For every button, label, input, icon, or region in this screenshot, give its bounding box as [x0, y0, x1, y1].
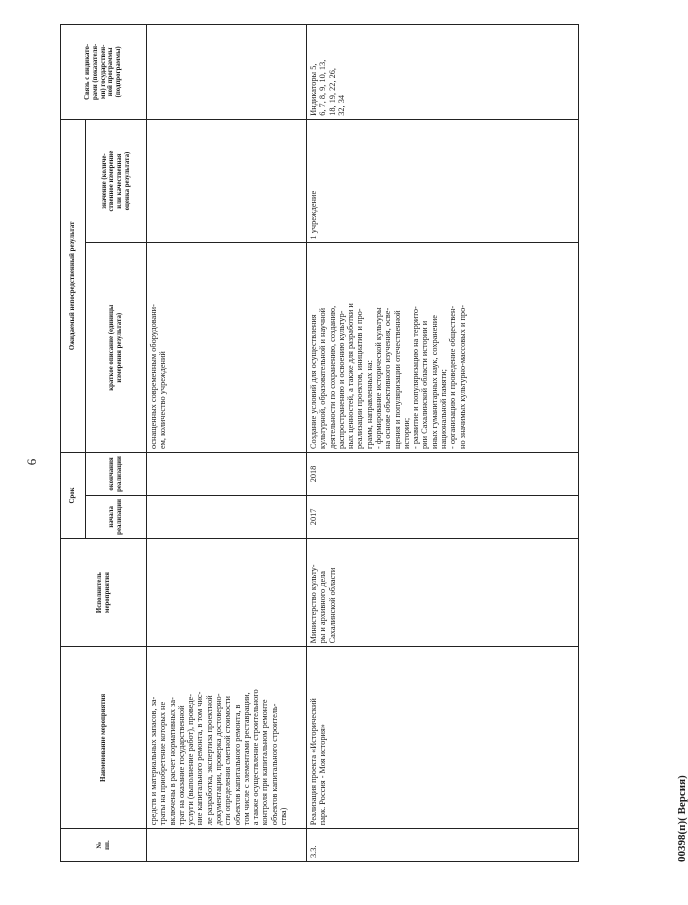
header-term-start: начала реализации — [86, 495, 147, 538]
cell-name: Реализация проекта «Исторический парк. Россия - Моя история» — [307, 647, 579, 829]
program-activities-table — [60, 24, 579, 862]
cell-start — [147, 495, 307, 538]
cell-executor — [147, 538, 307, 647]
table-row — [147, 25, 307, 862]
header-result-value: значение (количе- ственное измерение или качественная оценка результата) — [86, 119, 147, 243]
cell-description: Создание условий для осуществления культурной, образовательной и научной деятельности по сохранению, созданию, распространению и освоению культур- ных ценностей, а также для разработки и реализации проектов, инициатив и про- грамм, направленных на: - формирование исторической культуры на основе объективного изучения, осве- щения и популяризации отечественной истории; - развитие и популяризацию на террито- рии Сахалинской области истории и иных гуманитарных наук, сохранение национальной памяти; - организацию и проведение обществен- но значимых культурно-массовых и про- — [307, 243, 579, 453]
table-header-row — [61, 25, 86, 862]
table-row — [307, 25, 579, 862]
cell-end — [147, 453, 307, 496]
cell-end: 2018 — [307, 453, 579, 496]
header-term-end: окончания реализации — [86, 453, 147, 496]
header-indicator-link: Связь с индикато- рами (показателя- ми) государствен- ной программы (подпрограммы) — [61, 25, 147, 120]
header-num: № пп. — [61, 829, 147, 862]
cell-value — [147, 119, 307, 243]
cell-start: 2017 — [307, 495, 579, 538]
header-result-description: краткое описание (единицы измерения результата) — [86, 243, 147, 453]
cell-num: 3.3. — [307, 829, 579, 862]
cell-num — [147, 829, 307, 862]
header-name: Наименование мероприятия — [61, 647, 147, 829]
header-executor: Исполнитель мероприятия — [61, 538, 147, 647]
cell-name: средств и материальных запасов, за- траты на приобретение которых не включены в расчет нормативных за- трат на оказание государственной услуги (выполнение работ), проведе- ние капитального ремонта, в том чис- ле разработка, экспертиза проектной документации, проверка достоверно- сти определения сметной стоимости объектов капитального ремонта, в том числе с элементами реставрации, а также осуществление строительного контроля при капитальном ремонте объектов капитального строитель- ства) — [147, 647, 307, 829]
cell-indicator-link — [147, 25, 307, 120]
cell-executor: Министерство культу- ры и архивного дела Сахалинской области — [307, 538, 579, 647]
header-term: Срок — [61, 453, 86, 539]
cell-value: 1 учреждение — [307, 119, 579, 243]
page-number: 6 — [24, 458, 39, 466]
header-expected-result: Ожидаемый непосредственный результат — [61, 119, 86, 452]
cell-description: оснащенных современным оборудовани- ем, количество учреждений — [147, 243, 307, 453]
document-version-footer: 00398(п)( Версия) — [676, 775, 688, 862]
cell-indicator-link: Индикаторы 5, 6, 7, 8, 9, 10, 13, 18, 19, 22, 26, 32, 34 — [307, 25, 579, 120]
rotated-document-page — [24, 43, 688, 862]
